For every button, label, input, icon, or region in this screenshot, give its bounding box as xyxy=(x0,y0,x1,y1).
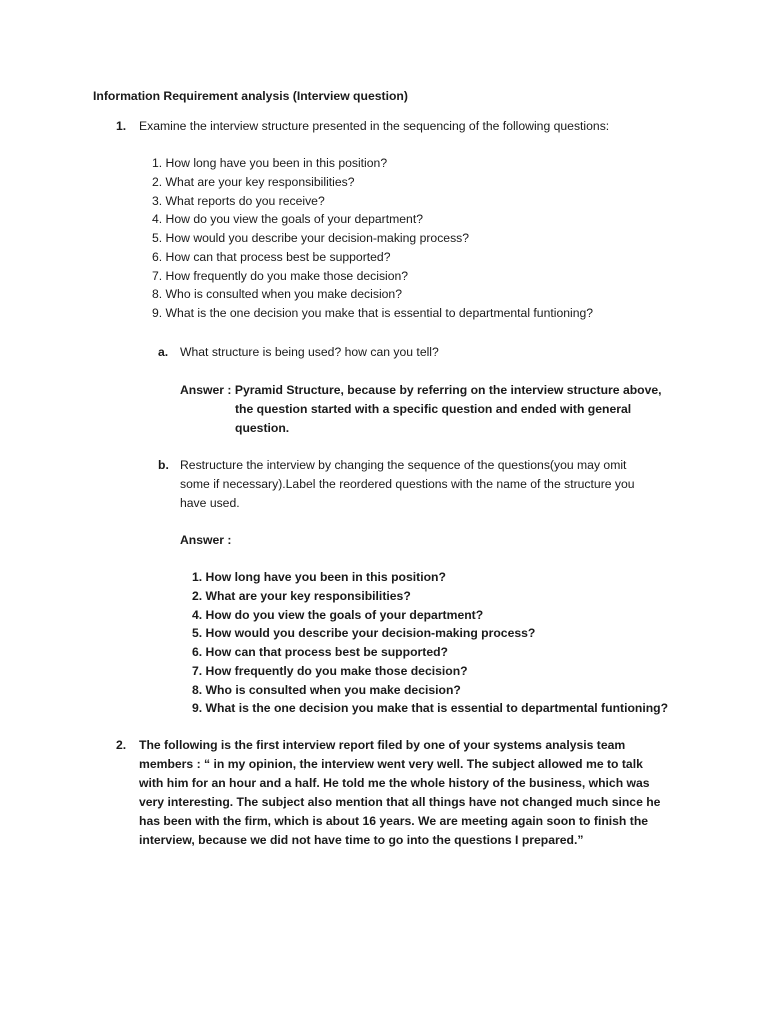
list-item: 8. Who is consulted when you make decision? xyxy=(152,287,402,302)
subquestion-a-text: What structure is being used? how can you tell? xyxy=(180,345,439,359)
list-item: 5. How would you describe your decision-making process? xyxy=(192,626,536,641)
question-1-list xyxy=(152,154,593,323)
list-item: 1. How long have you been in this position? xyxy=(192,570,446,584)
list-item: 6. How can that process best be supported? xyxy=(152,249,391,264)
list-item: 2. What are your key responsibilities? xyxy=(192,588,411,603)
list-item: 5. How would you describe your decision-making process? xyxy=(152,231,470,245)
question-2-text xyxy=(139,736,679,850)
subquestion-b-text xyxy=(180,456,635,513)
subquestion-b-label: b. xyxy=(158,458,169,472)
list-item: 7. How frequently do you make those decision? xyxy=(192,663,468,678)
question-2-line: has been with the firm, which is about 16 years. We are meeting again soon to finish the xyxy=(139,814,649,828)
question-1-number: 1. xyxy=(116,119,127,133)
answer-a-line-1: Answer : Pyramid Structure, because by referring on the interview structure above, xyxy=(180,383,662,397)
answer-a-line-3: question. xyxy=(235,421,290,435)
list-item: 1. How long have you been in this position? xyxy=(152,156,388,170)
question-2-line: with him for an hour and a half. He told me the whole history of the business, which was xyxy=(139,776,650,790)
list-item: 6. How can that process best be supported? xyxy=(192,645,448,659)
list-item: 8. Who is consulted when you make decision? xyxy=(192,682,461,697)
subquestion-a-label: a. xyxy=(158,345,169,359)
document-title: Information Requirement analysis (Interview question) xyxy=(93,89,408,103)
list-item: 2. What are your key responsibilities? xyxy=(152,174,355,189)
list-item: 4. How do you view the goals of your department? xyxy=(192,607,484,622)
list-item: 3. What reports do you receive? xyxy=(152,193,325,208)
subquestion-b-line-1: Restructure the interview by changing the sequence of the questions(you may omit xyxy=(180,458,627,472)
answer-a-continuation xyxy=(235,400,631,438)
question-2-line: interview, because we did not have time to go into the questions I prepared.” xyxy=(139,833,584,847)
answer-a-line-2: the question started with a specific question and ended with general xyxy=(235,402,632,416)
question-2-line: very interesting. The subject also mention that all things have not changed much since he xyxy=(139,795,661,809)
list-item: 7. How frequently do you make those decision? xyxy=(152,268,409,283)
question-2-number: 2. xyxy=(116,738,127,752)
answer-b-label: Answer : xyxy=(180,533,232,547)
answer-b-list xyxy=(192,568,668,718)
list-item: 9. What is the one decision you make that is essential to departmental funtioning? xyxy=(192,701,669,716)
list-item: 4. How do you view the goals of your department? xyxy=(152,212,423,227)
list-item: 9. What is the one decision you make that is essential to departmental funtioning? xyxy=(152,306,594,320)
subquestion-b-line-2: some if necessary).Label the reordered questions with the name of the structure you xyxy=(180,477,635,491)
question-1-text: Examine the interview structure presented in the sequencing of the following questions: xyxy=(139,119,610,133)
question-2-line: The following is the first interview report filed by one of your systems analysis team xyxy=(139,738,626,752)
question-2-line: members : “ in my opinion, the interview went very well. The subject allowed me to talk xyxy=(139,757,643,771)
subquestion-b-line-3: have used. xyxy=(180,496,240,510)
